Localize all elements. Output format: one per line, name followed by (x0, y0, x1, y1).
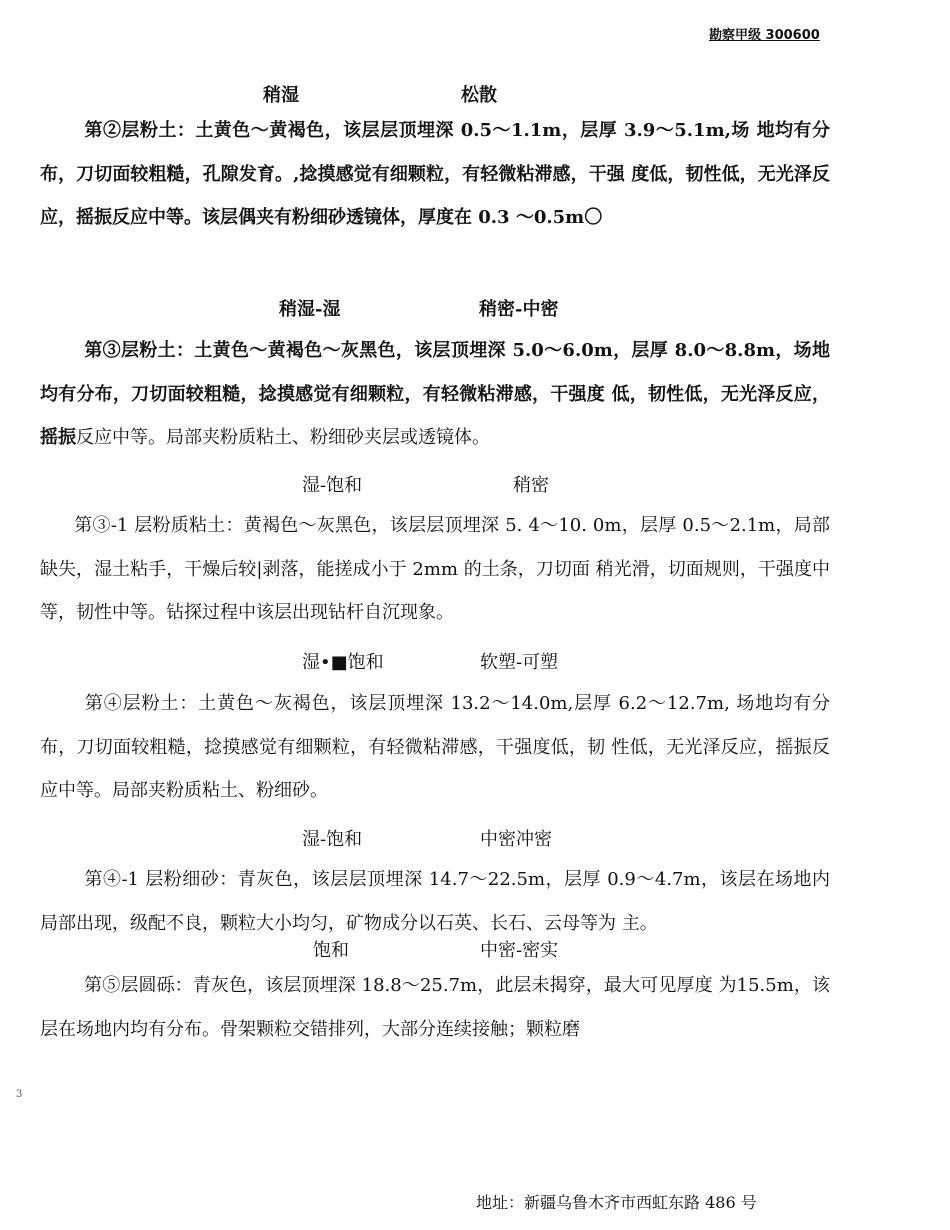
moisture-state: 饱和 (313, 940, 349, 961)
layer-description-text: 第②层粉土：土黄色〜黄褐色，该层层顶埋深 0.5〜1.1m，层厚 3.9〜5.1m,场 地均有分布，刀切面较粗糙，孔隙发育。,捻摸感觉有细颗粒，有轻微粘滞感，干强 度低，韧性低，无光泽反应，摇振反应中等。该层偶夹有粉细砂透镜体，厚度在 0.3 〜0.5m〇 (40, 120, 830, 228)
layer-description-text: 第③-1 层粉质粘土：黄褐色〜灰黑色，该层层顶埋深 5. 4〜10. 0m，层厚 0.5〜2.1m，局部缺失，湿土粘手，干燥后较|剥落，能搓成小于 2mm 的土条，刀切面 稍光滑，切面规则，干强度中等，韧性中等。钻探过程中该层出现钻杆自沉现象。 (40, 515, 830, 623)
company-address: 地址：新疆乌鲁木齐市西虹东路 486 号 (476, 1193, 757, 1212)
density-state: 松散 (461, 85, 497, 106)
layer-description (40, 329, 830, 460)
layer-description (40, 109, 830, 240)
density-state: 中密冲密 (480, 829, 552, 850)
moisture-state: 湿-饱和 (302, 475, 363, 496)
layer-description (40, 858, 830, 945)
moisture-state: 稍湿 (263, 85, 299, 106)
layer-description-text: 第④-1 层粉细砂：青灰色，该层层顶埋深 14.7〜22.5m，层厚 0.9〜4.7m，该层在场地内局部出现，级配不良，颗粒大小均匀，矿物成分以石英、长石、云母等为 主。 (40, 869, 830, 934)
moisture-state: 稍湿-湿 (279, 299, 341, 320)
layer-description-text: 反应中等。局部夹粉质粘土、粉细砂夹层或透镜体。 (76, 427, 490, 448)
layer-description-text: 第④层粉土：土黄色〜灰褐色，该层顶埋深 13.2〜14.0m,层厚 6.2〜12.7m, 场地均有分布，刀切面较粗糙，捻摸感觉有细颗粒，有轻微粘滞感，干强度低，韧 性低，无光泽反应，摇振反应中等。局部夹粉质粘土、粉细砂。 (40, 693, 830, 801)
layer-description (40, 504, 830, 635)
qualification-certificate: 勘察甲级 300600 (709, 28, 820, 43)
layer-description (40, 682, 830, 813)
density-state: 软塑-可塑 (480, 652, 559, 673)
density-state: 稍密 (513, 475, 549, 496)
layer-description (40, 964, 830, 1051)
page-number: 3 (16, 1089, 23, 1100)
density-state: 中密-密实 (480, 940, 559, 961)
density-state: 稍密-中密 (479, 299, 559, 320)
layer-description-bold-text: 第③层粉土：土黄色〜黄褐色〜灰黑色，该层顶埋深 5.0〜6.0m，层厚 8.0〜8.8m，场地均有分布，刀切面较粗糙，捻摸感觉有细颗粒，有轻微粘滞感，干强度 低，韧性低，无光泽反应，摇振 (40, 340, 830, 448)
layer-description-text: 第⑤层圆砾：青灰色，该层顶埋深 18.8〜25.7m，此层未揭穿，最大可见厚度 为15.5m，该层在场地内均有分布。骨架颗粒交错排列，大部分连续接触；颗粒磨 (40, 975, 830, 1040)
moisture-state: 湿-饱和 (302, 829, 363, 850)
moisture-state: 湿•■饱和 (302, 652, 384, 673)
